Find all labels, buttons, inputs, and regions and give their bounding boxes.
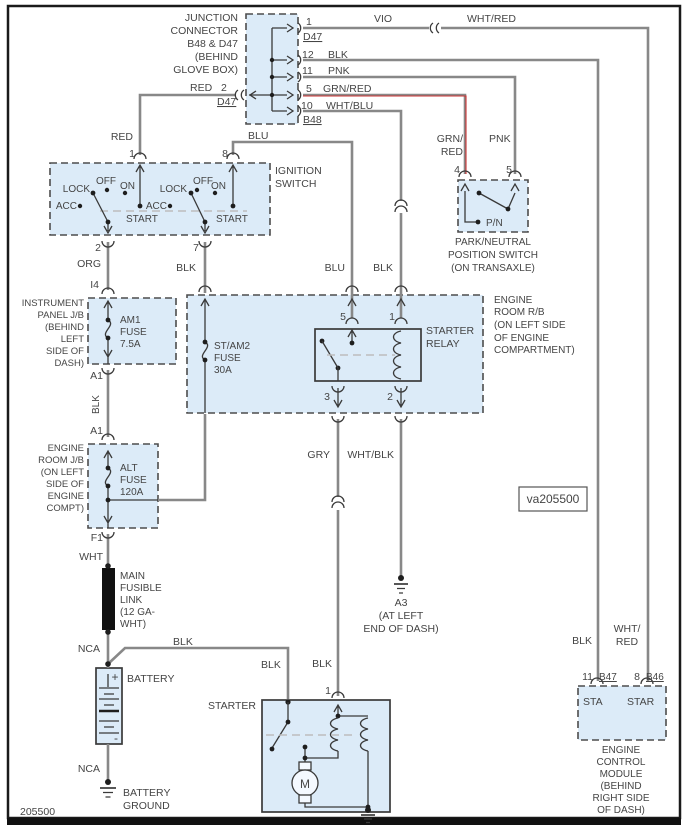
ip-jb-title: SIDE OF	[45, 346, 84, 357]
er-jb-title: COMPT)	[46, 503, 84, 514]
pin-number: 11	[302, 65, 313, 77]
pn-title: PARK/NEUTRAL	[455, 237, 531, 248]
pin-number: F1	[90, 532, 103, 544]
relay-label: STARTER	[426, 325, 475, 337]
pin-number: 1	[325, 685, 331, 697]
ecm-title: RIGHT SIDE	[592, 793, 650, 804]
fusible-link-label: WHT)	[120, 619, 147, 630]
er-rb-title: ENGINE	[494, 295, 533, 306]
wire-color-label: PNK	[489, 133, 511, 145]
inline-connector-icon	[332, 496, 344, 508]
battery-plus: +	[111, 670, 119, 684]
fuse-label: 120A	[120, 487, 144, 498]
fuse-label: AM1	[120, 315, 141, 326]
fusible-link-symbol	[102, 563, 115, 635]
switch-position-label: LOCK	[62, 184, 90, 195]
pin-number: 5	[506, 164, 512, 176]
ground-icon	[103, 793, 113, 798]
ground-icon	[397, 589, 405, 594]
er-jb-title: ENGINE	[47, 443, 84, 454]
ip-jb-title: (BEHIND	[44, 322, 84, 333]
ip-jb-title: INSTRUMENT	[21, 298, 84, 309]
connector-id: D47	[303, 31, 323, 43]
switch-position-label: ON	[211, 181, 226, 192]
er-jb-title: ROOM J/B	[38, 455, 84, 466]
junction-title: (BEHIND	[194, 51, 238, 63]
wire-color-label: BLK	[312, 658, 332, 670]
fusible-link-label: FUSIBLE	[120, 583, 162, 594]
wire-color-label: BLK	[328, 49, 348, 61]
wire-blk-stam2	[158, 414, 205, 500]
fuse-label: ALT	[120, 463, 138, 474]
switch-position-label: ON	[120, 181, 135, 192]
ecm-title: MODULE	[599, 769, 643, 780]
switch-position-label: ACC	[145, 201, 167, 212]
ground-id: A3	[394, 597, 408, 609]
wire-color-label: BLK	[91, 395, 102, 414]
connector-id: B48	[303, 114, 322, 126]
engine-room-jb-box	[88, 444, 158, 528]
wire-color-label: BLK	[176, 262, 196, 274]
wire-color-label: BLK	[572, 635, 592, 647]
connector-id: D47	[217, 96, 237, 108]
pin-number: A1	[90, 370, 103, 382]
ecm-title: (BEHIND	[600, 781, 642, 792]
wire-color-label: GRN/	[436, 133, 463, 145]
er-rb-title: COMPARTMENT)	[494, 345, 575, 356]
wire-color-label: GRY	[307, 449, 330, 461]
connector-arc-icon	[199, 286, 407, 292]
pin-number: 12	[302, 49, 314, 61]
wire-color-label: BLU	[324, 262, 345, 274]
pin-number: 2	[95, 242, 101, 254]
pin-number: 5	[340, 311, 346, 323]
wire-color-label: RED	[190, 82, 213, 94]
fuse-label: ST/AM2	[214, 341, 251, 352]
wire-color-label: BLK	[173, 636, 193, 648]
wire-color-label: RED	[615, 636, 639, 648]
fusible-link-label: LINK	[120, 595, 143, 606]
ground-location: (AT LEFT	[378, 610, 424, 622]
wire-color-label: WHT/BLU	[326, 100, 374, 112]
switch-position-label: P/N	[486, 218, 503, 229]
ip-jb-title: PANEL J/B	[37, 310, 84, 321]
ecm-title: ENGINE	[601, 745, 641, 756]
pin-number: 8	[222, 148, 228, 160]
wire-color-label: WHT/RED	[467, 13, 516, 25]
wire-color-label: BLU	[248, 130, 269, 142]
pin-number: 3	[324, 391, 330, 403]
inline-connector-icon	[395, 200, 407, 212]
wire-color-label: RED	[110, 131, 133, 143]
battery-ground-label: BATTERY	[123, 787, 171, 799]
connector-id: B47	[599, 672, 617, 683]
pin-number: 2	[221, 82, 227, 94]
fuse-label: 7.5A	[120, 339, 141, 350]
pin-number: 1	[389, 311, 395, 323]
fuse-label: FUSE	[120, 475, 147, 486]
component-boxes	[47, 14, 666, 812]
wire-color-label: WHT/BLK	[347, 449, 394, 461]
wire-color-label: WHT/	[613, 623, 641, 635]
ecm-terminal-label: STAR	[627, 696, 655, 708]
pin-number: 11	[582, 671, 593, 683]
wire-color-label: WHT	[79, 551, 103, 563]
battery-ground-label: GROUND	[123, 800, 170, 812]
switch-position-label: OFF	[96, 176, 116, 187]
starter-box	[262, 700, 390, 812]
pin-number: 1	[129, 148, 135, 160]
wire-color-label: BLK	[261, 659, 281, 671]
pin-number: A1	[90, 425, 103, 437]
junction-title: JUNCTION	[184, 12, 238, 24]
ecm-title: CONTROL	[596, 757, 646, 768]
wire-color-label: GRN/RED	[323, 83, 372, 95]
junction-title: B48 & D47	[187, 38, 238, 50]
fusible-link-label: (12 GA-	[120, 607, 156, 618]
ip-jb-title: LEFT	[60, 334, 84, 345]
ecm-box	[578, 686, 666, 740]
pn-title: POSITION SWITCH	[448, 250, 538, 261]
battery-label: BATTERY	[127, 673, 175, 685]
wire-color-label: RED	[440, 146, 463, 158]
a3-ground-symbol	[394, 575, 408, 593]
battery-minus: -	[114, 731, 118, 745]
ignition-title: SWITCH	[275, 178, 317, 190]
fuse-label: FUSE	[214, 353, 241, 364]
starter-label: STARTER	[207, 700, 256, 712]
connector-id: B46	[646, 672, 664, 683]
er-rb-title: OF ENGINE	[494, 333, 550, 344]
fusible-link-label: MAIN	[120, 571, 145, 582]
switch-position-label: ACC	[55, 201, 77, 212]
ip-jb-title: DASH)	[54, 358, 84, 369]
ignition-title: IGNITION	[275, 165, 322, 177]
switch-position-label: OFF	[193, 176, 213, 187]
switch-position-label: START	[126, 214, 158, 225]
wire-color-label: NCA	[77, 643, 100, 655]
pin-number: 10	[301, 100, 313, 112]
pin-number: 2	[387, 391, 393, 403]
er-rb-title: ROOM R/B	[494, 307, 545, 318]
junction-title: CONNECTOR	[170, 25, 238, 37]
pin-number: 8	[634, 671, 640, 683]
connector-arc-icon	[332, 416, 407, 422]
diagram-reference: va205500	[526, 492, 580, 506]
fuse-label: 30A	[214, 365, 232, 376]
er-rb-title: (ON LEFT SIDE	[494, 320, 566, 331]
relay-label: RELAY	[426, 338, 460, 350]
ecm-title: OF DASH)	[597, 805, 645, 816]
pin-number: 1	[306, 16, 312, 28]
ground-location: END OF DASH)	[363, 623, 439, 635]
pin-number: I4	[90, 279, 99, 291]
pn-title: (ON TRANSAXLE)	[451, 263, 535, 274]
wire-color-label: ORG	[77, 258, 101, 270]
er-jb-title: (ON LEFT	[40, 467, 84, 478]
wire-color-label: BLK	[373, 262, 393, 274]
ecm-terminal-label: STA	[583, 696, 603, 708]
junction-title: GLOVE BOX)	[173, 64, 238, 76]
switch-position-label: START	[216, 214, 248, 225]
inline-connector-icon	[430, 23, 439, 33]
wire-color-label: PNK	[328, 65, 350, 77]
fuse-label: FUSE	[120, 327, 147, 338]
page-number: 205500	[20, 806, 56, 818]
er-jb-title: ENGINE	[47, 491, 84, 502]
wire-color-label: VIO	[374, 13, 393, 25]
switch-position-label: LOCK	[159, 184, 187, 195]
er-jb-title: SIDE OF	[45, 479, 84, 490]
pin-number: 7	[193, 242, 199, 254]
wire-color-label: NCA	[77, 763, 100, 775]
motor-label: M	[300, 777, 310, 791]
pin-number: 5	[306, 83, 312, 95]
pin-number: 4	[454, 164, 460, 176]
